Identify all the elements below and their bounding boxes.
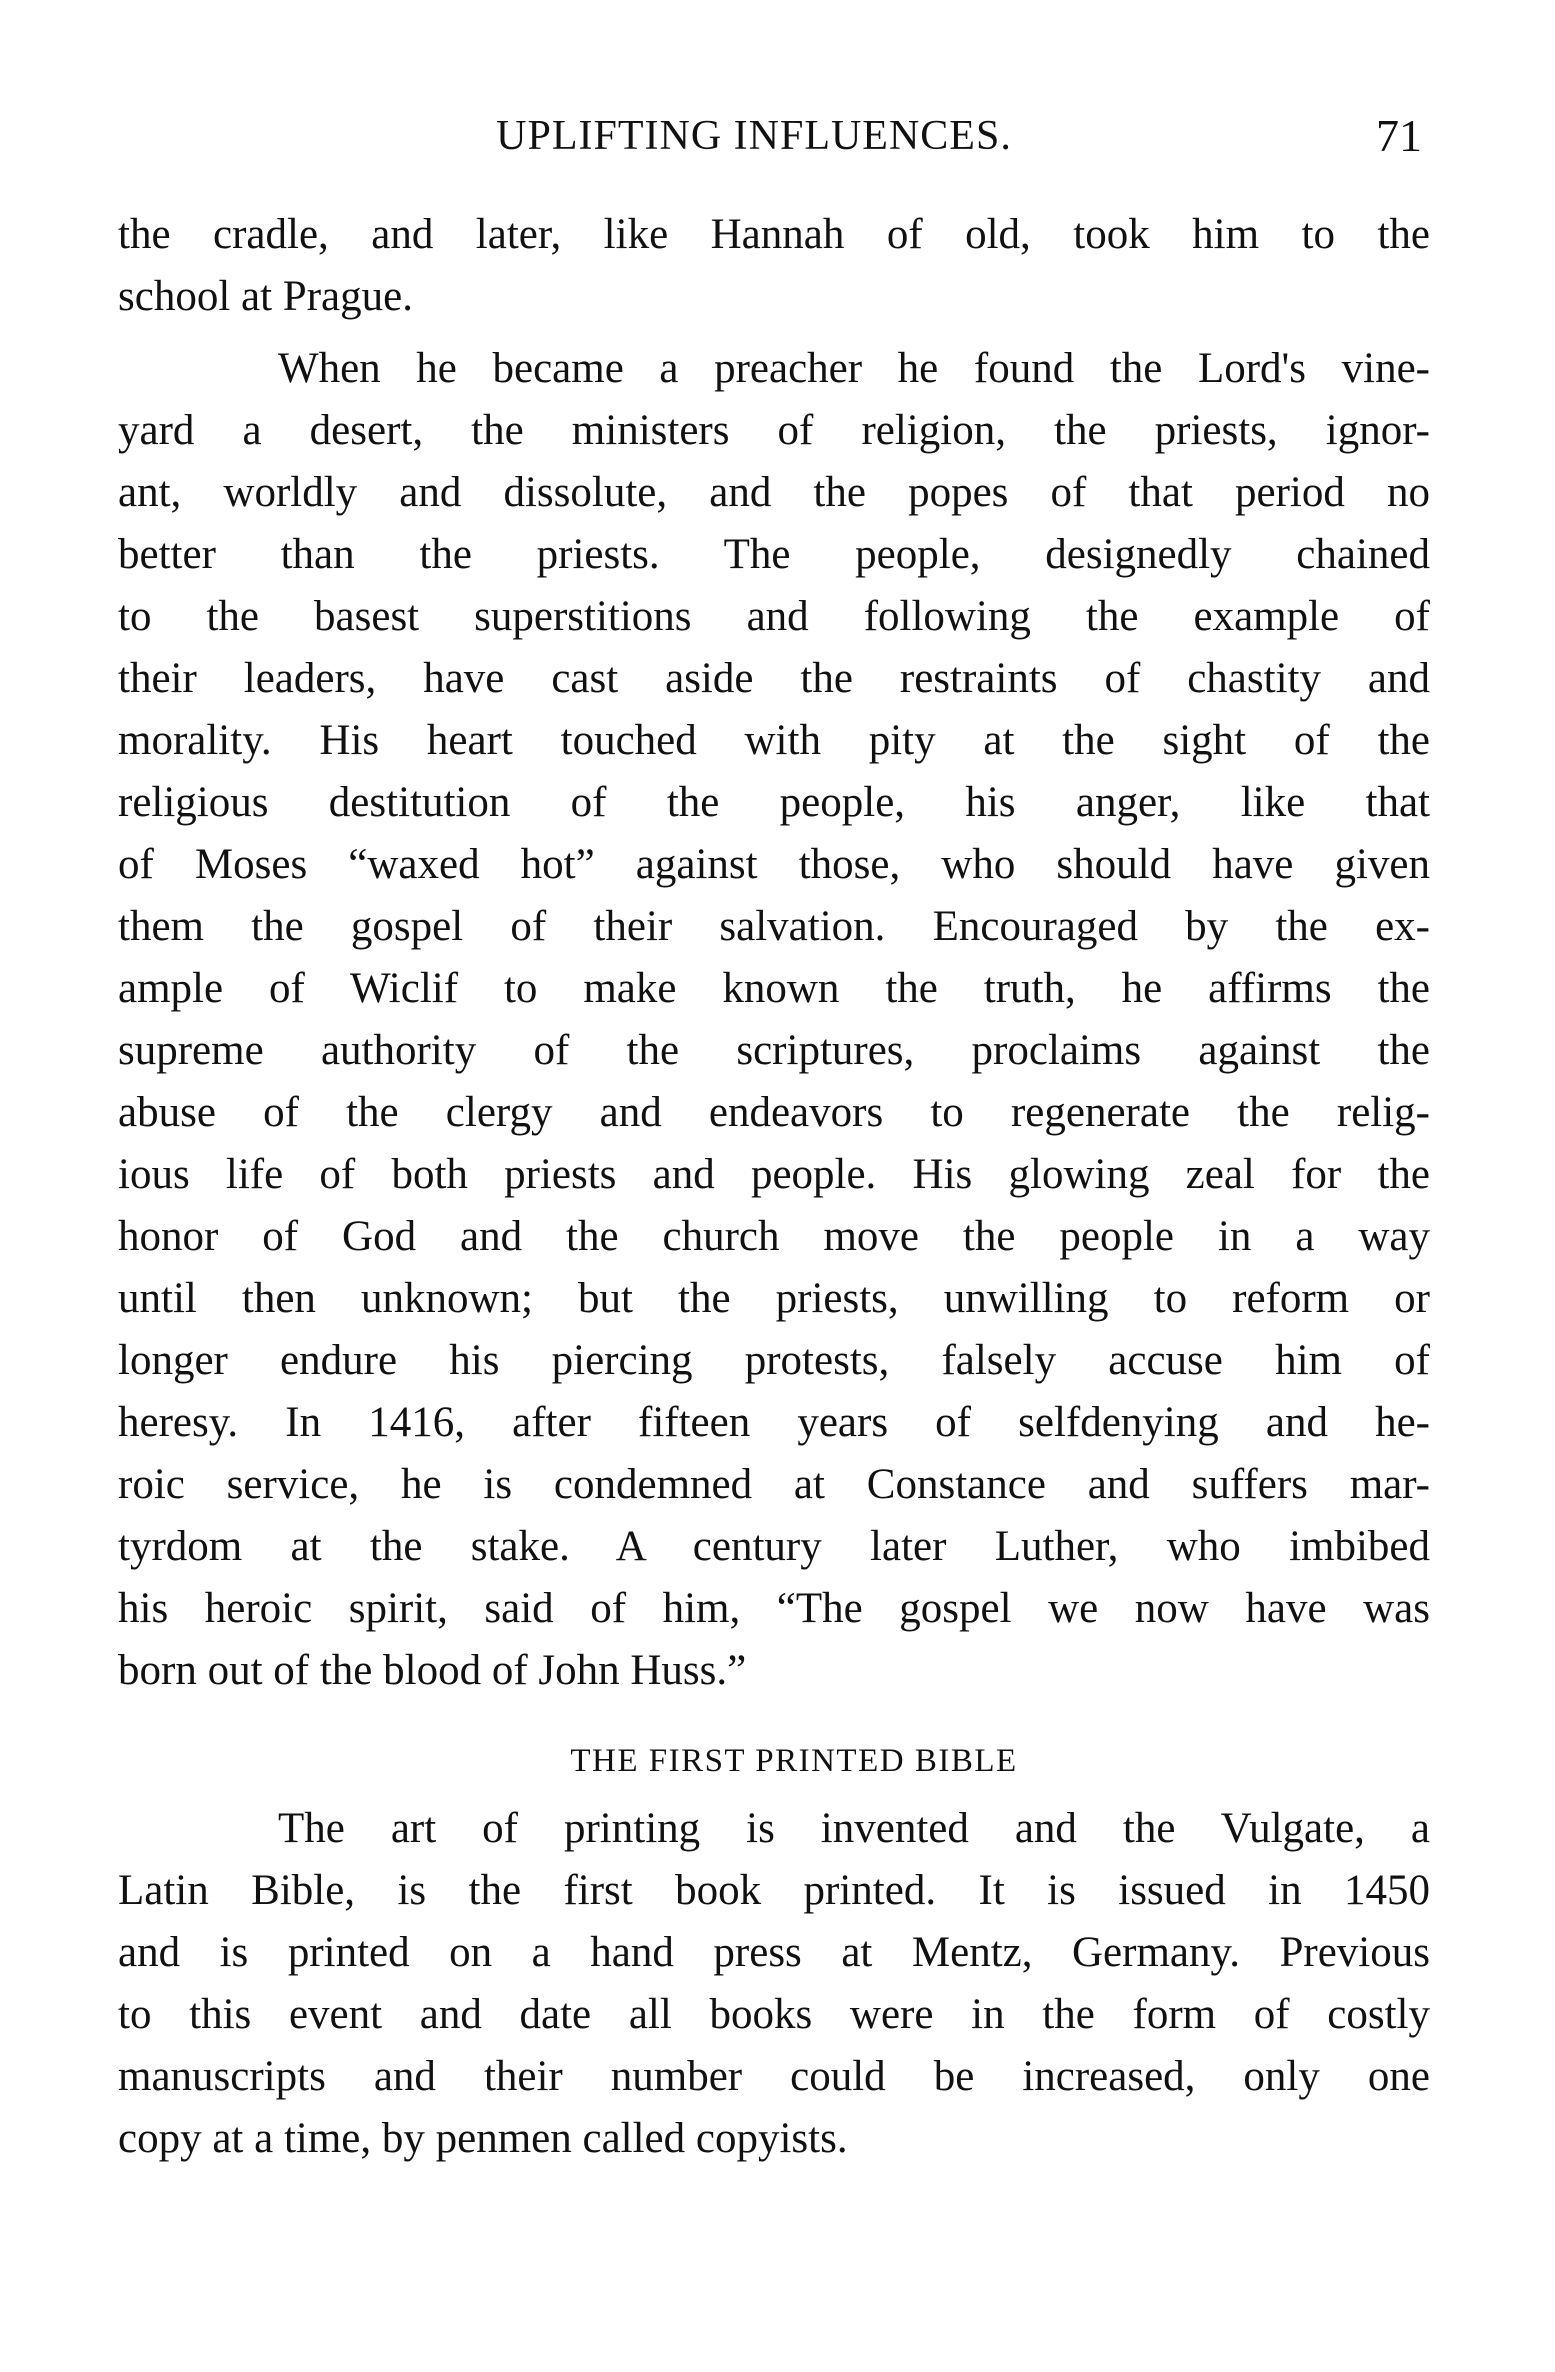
running-title: UPLIFTING INFLUENCES.	[496, 113, 1012, 159]
page-number: 71	[1376, 110, 1422, 161]
text-line: longer endure his piercing protests, falsely accuse him of	[118, 1337, 1430, 1384]
text-line: supreme authority of the scriptures, proclaims against the	[118, 1027, 1430, 1074]
text-line: The art of printing is invented and the Vulgate, a	[278, 1805, 1430, 1852]
text-line: the cradle, and later, like Hannah of old, took him to the	[118, 211, 1430, 258]
paragraph-1	[118, 204, 1430, 328]
text-line: to the basest superstitions and following the example of	[118, 593, 1430, 640]
text-line: tyrdom at the stake. A century later Luther, who imbibed	[118, 1523, 1430, 1570]
text-line: ious life of both priests and people. His glowing zeal for the	[118, 1151, 1430, 1198]
text-line: his heroic spirit, said of him, “The gospel we now have was	[118, 1585, 1430, 1632]
text-line: better than the priests. The people, designedly chained	[118, 531, 1430, 578]
running-head	[118, 106, 1430, 166]
text-line: until then unknown; but the priests, unwilling to reform or	[118, 1275, 1430, 1322]
text-line: their leaders, have cast aside the restraints of chastity and	[118, 655, 1430, 702]
text-line: religious destitution of the people, his anger, like that	[118, 779, 1430, 826]
section-heading: THE FIRST PRINTED BIBLE	[570, 1743, 1018, 1779]
text-line: ample of Wiclif to make known the truth, he affirms the	[118, 965, 1430, 1012]
text-line: ant, worldly and dissolute, and the popes of that period no	[118, 469, 1430, 516]
text-line: them the gospel of their salvation. Encouraged by the ex-	[118, 903, 1430, 950]
text-line: When he became a preacher he found the Lord's vine-	[278, 345, 1430, 392]
text-line: manuscripts and their number could be increased, only one	[118, 2053, 1430, 2100]
text-line: school at Prague.	[118, 273, 413, 320]
text-line: morality. His heart touched with pity at the sight of the	[118, 717, 1430, 764]
paragraph-2	[118, 338, 1430, 1702]
text-line: to this event and date all books were in the form of costly	[118, 1991, 1430, 2038]
text-line: and is printed on a hand press at Mentz, Germany. Previous	[118, 1929, 1430, 1976]
text-line: heresy. In 1416, after fifteen years of selfdenying and he-	[118, 1399, 1430, 1446]
text-line: Latin Bible, is the first book printed. It is issued in 1450	[118, 1867, 1430, 1914]
text-line: born out of the blood of John Huss.”	[118, 1647, 747, 1694]
text-line: roic service, he is condemned at Constance and suffers mar-	[118, 1461, 1430, 1508]
text-line: honor of God and the church move the people in a way	[118, 1213, 1430, 1260]
text-line: abuse of the clergy and endeavors to regenerate the relig-	[118, 1089, 1430, 1136]
text-line: yard a desert, the ministers of religion, the priests, ignor-	[118, 407, 1430, 454]
text-line: copy at a time, by penmen called copyists.	[118, 2115, 848, 2162]
paragraph-3	[118, 1798, 1430, 2170]
text-line: of Moses “waxed hot” against those, who should have given	[118, 841, 1430, 888]
